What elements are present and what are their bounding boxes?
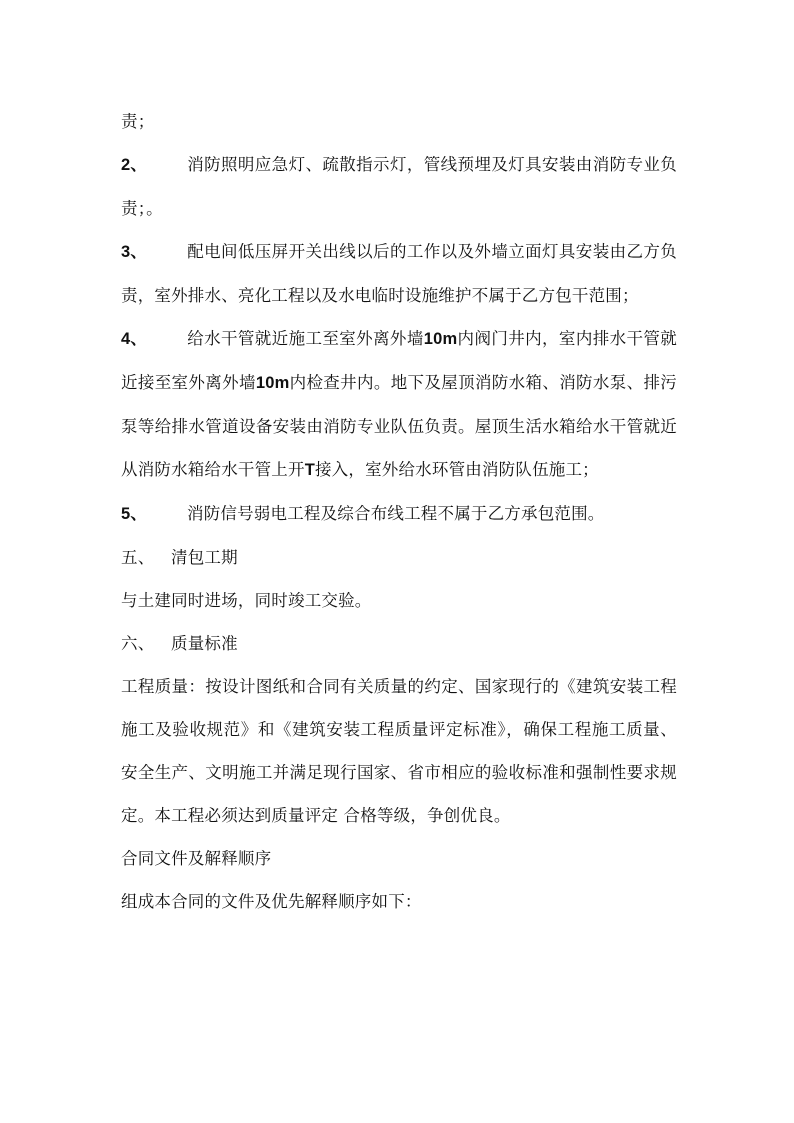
clause-number: 2、 <box>121 156 148 174</box>
section-title: 清包工期 <box>171 548 238 567</box>
section-number: 五、 <box>121 548 155 567</box>
latin-run: 10m <box>423 330 458 348</box>
paragraph-text: 责； <box>121 112 155 131</box>
section-heading-5 <box>121 536 677 579</box>
clause-text: 配电间低压屏开关出线以后的工作以及外墙立面灯具安装由乙方负责，室外排水、亮化工程以及水电临时设施维护不属于乙方包干范围； <box>121 242 677 305</box>
paragraph-quality <box>121 665 677 837</box>
paragraph-contract-docs-heading <box>121 837 677 880</box>
document-body <box>121 100 677 923</box>
clause-number: 4、 <box>121 330 148 348</box>
clause-5 <box>121 492 677 536</box>
paragraph-text: 与土建同时进场，同时竣工交验。 <box>121 591 372 610</box>
paragraph-continuation <box>121 100 677 143</box>
clause-number: 3、 <box>121 243 148 261</box>
clause-3 <box>121 230 677 317</box>
paragraph-contract-docs-intro <box>121 880 677 923</box>
latin-run: T <box>304 461 315 479</box>
section-heading-6 <box>121 622 677 665</box>
clause-text: 给水干管就近施工至室外离外墙10m内阀门井内，室内排水干管就近接至室外离外墙10m内检查井内。地下及屋顶消防水箱、消防水泵、排污泵等给排水管道设备安装由消防专业队伍负责。屋顶生活水箱给水干管就近从消防水箱给水干管上开T接入，室外给水环管由消防队伍施工； <box>121 329 677 479</box>
paragraph-text: 合同文件及解释顺序 <box>121 849 272 868</box>
paragraph-text: 组成本合同的文件及优先解释顺序如下： <box>121 892 422 911</box>
section-number: 六、 <box>121 634 155 653</box>
latin-run: 10m <box>255 374 290 392</box>
clause-number: 5、 <box>121 505 148 523</box>
section-title: 质量标准 <box>171 634 238 653</box>
clause-text: 消防照明应急灯、疏散指示灯，管线预埋及灯具安装由消防专业负责；。 <box>121 155 677 218</box>
clause-4 <box>121 317 677 492</box>
paragraph-text: 工程质量：按设计图纸和合同有关质量的约定、国家现行的《建筑安装工程施工及验收规范》和《建筑安装工程质量评定标准》，确保工程施工质量、安全生产、文明施工并满足现行国家、省市相应的验收标准和强制性要求规定。本工程必须达到质量评定 合格等级，争创优良。 <box>121 677 677 825</box>
clause-2 <box>121 143 677 230</box>
clause-text: 消防信号弱电工程及综合布线工程不属于乙方承包范围。 <box>187 504 605 523</box>
paragraph-schedule <box>121 579 677 622</box>
